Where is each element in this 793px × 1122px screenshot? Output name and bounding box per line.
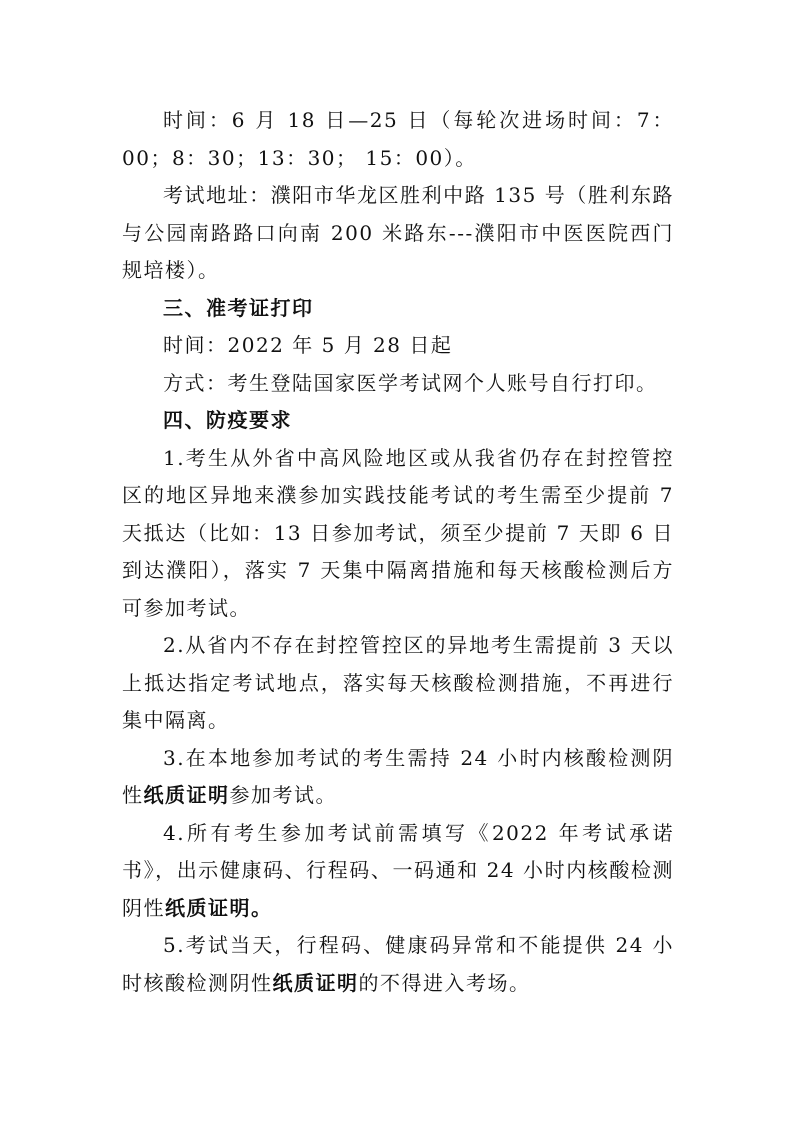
section-heading-epidemic-prevention: 四、防疫要求 [163,408,292,432]
item-5-text: 5.考试当天，行程码、健康码异常和不能提供 24 小时核酸检测阴性 [122,933,674,995]
requirement-item-4 [122,815,674,928]
requirement-item-3 [122,740,674,815]
exam-address-paragraph: 考试地址：濮阳市华龙区胜利中路 135 号（胜利东路与公园南路路口向南 200 米路东---濮阳市中医医院西门规培楼）。 [122,183,674,282]
requirement-item-2: 2.从省内不存在封控管控区的异地考生需提前 3 天以上抵达指定考试地点，落实每天核酸检测措施，不再进行集中隔离。 [122,633,674,732]
item-5-tail: 的不得进入考场。 [358,970,531,995]
item-3-emphasis: 纸质证明 [143,783,230,807]
item-3-text: 3.在本地参加考试的考生需持 24 小时内核酸检测阴性 [122,745,674,807]
requirement-item-1: 1.考生从外省中高风险地区或从我省仍存在封控管控区的地区异地来濮参加实践技能考试的考生需至少提前 7 天抵达（比如：13 日参加考试，须至少提前 7 天即 6 日到达濮阳），落实 7 天集中隔离措施和每天核酸检测后方可参加考试。 [122,445,674,620]
print-time-paragraph: 时间：2022 年 5 月 28 日起 [163,333,453,357]
print-method-paragraph: 方式：考生登陆国家医学考试网个人账号自行打印。 [163,370,658,395]
section-heading-admission-ticket: 三、准考证打印 [163,295,314,320]
document-page [122,102,674,1002]
item-3-tail: 参加考试。 [229,783,337,807]
item-5-emphasis: 纸质证明 [272,970,359,995]
requirement-item-5 [122,927,674,1002]
item-4-emphasis: 纸质证明。 [165,895,273,920]
item-4-text: 4.所有考生参加考试前需填写《2022 年考试承诺书》，出示健康码、行程码、一码通和 24 小时内核酸检测阴性 [122,820,674,920]
exam-time-paragraph: 时间：6 月 18 日—25 日（每轮次进场时间：7：00；8：30；13：30； 15：00）。 [122,108,674,170]
